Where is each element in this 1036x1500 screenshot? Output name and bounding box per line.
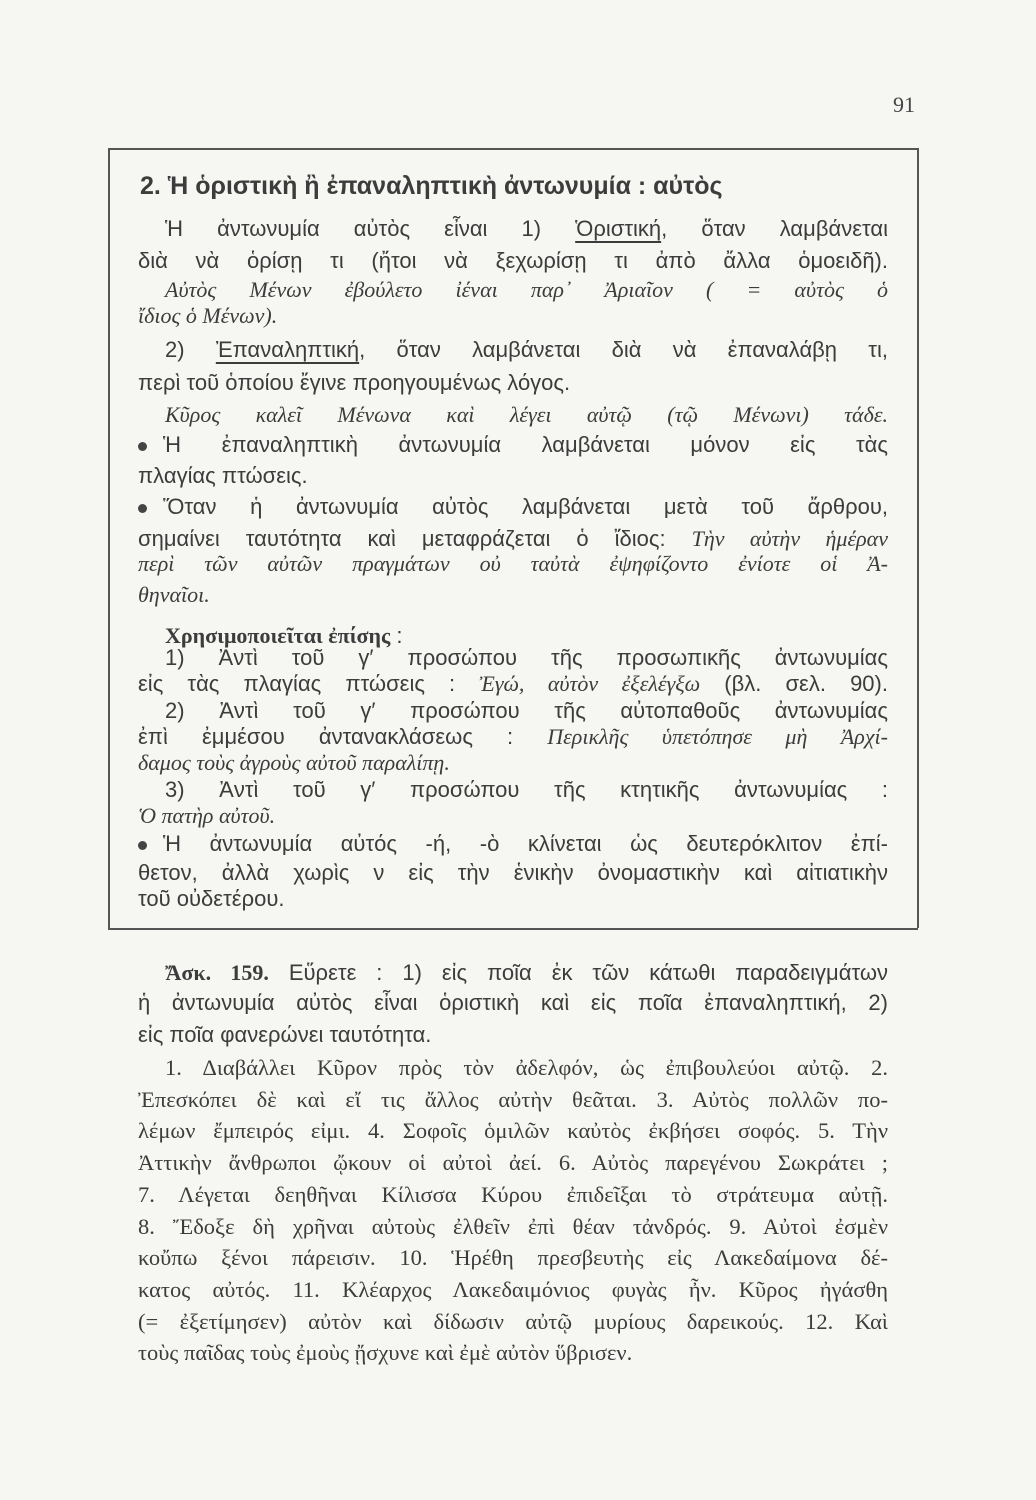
section-line xyxy=(138,370,888,400)
box-top-rule xyxy=(108,148,918,150)
example-text: Αὐτὸς Μένων ἐβούλετο ἰέναι παρ᾽ Ἀριαῖον ( = αὐτὸς ὁ xyxy=(165,277,888,302)
exercise-line xyxy=(138,1150,888,1180)
section-line xyxy=(138,582,888,612)
text-run: πλαγίας πτώσεις. xyxy=(138,463,308,488)
text-run: εἰς ποῖα φανερώνει ταυτότητα. xyxy=(138,1022,432,1047)
text-run: περὶ τοῦ ὁποίου ἔγινε προηγουμένως λόγος. xyxy=(138,370,571,395)
text-run: Ἡ ἐπαναληπτικὴ ἀντωνυμία λαμβάνεται μόνον εἰς τὰς xyxy=(163,432,888,457)
text-run: 1) Ἀντὶ τοῦ γ′ προσώπου τῆς προσωπικῆς ἀντωνυμίας xyxy=(165,645,888,670)
exercise-line xyxy=(138,1022,888,1052)
section-line xyxy=(138,551,888,581)
underlined-term: Ὁριστική xyxy=(575,216,662,241)
text-run: 7. Λέγεται δεηθῆναι Κίλισσα Κύρου ἐπιδεῖξαι τὸ στράτευμα αὐτῇ. xyxy=(138,1182,888,1207)
section-line xyxy=(138,671,888,701)
section-line xyxy=(140,172,888,202)
exercise-line xyxy=(138,1087,888,1117)
bullet-icon xyxy=(138,841,147,850)
text-run: τοῦ οὐδετέρου. xyxy=(138,886,285,911)
example-text: θηναῖοι. xyxy=(138,582,210,607)
text-run: , ὅταν λαμβάνεται διὰ νὰ ἐπαναλάβῃ τι, xyxy=(359,337,888,362)
text-run: , ὅταν λαμβάνεται xyxy=(661,216,888,241)
text-run: τοὺς παῖδας τοὺς ἐμοὺς ᾔσχυνε καὶ ἐμὲ αὐτὸν ὕβρισεν. xyxy=(138,1340,633,1365)
section-line xyxy=(138,463,888,493)
box-bottom-rule xyxy=(108,928,918,930)
text-run: 2) Ἀντὶ τοῦ γ′ προσώπου τῆς αὐτοπαθοῦς ἀντωνυμίας xyxy=(165,698,888,723)
page-number: 91 xyxy=(893,92,915,117)
example-text: Τὴν αὐτὴν ἡμέραν xyxy=(691,526,888,551)
bullet-icon xyxy=(138,442,147,451)
text-run: εἰς τὰς πλαγίας πτώσεις : xyxy=(138,671,480,696)
text-run: λέμων ἔμπειρός εἰμι. 4. Σοφοῖς ὁμιλῶν καὐτὸς ἐκβήσει σοφός. 5. Τὴν xyxy=(138,1118,888,1143)
example-text: Ἐγώ, αὐτὸν ἐξελέγξω xyxy=(479,671,701,696)
exercise-line xyxy=(138,990,888,1020)
exercise-line xyxy=(138,1309,888,1339)
section-line xyxy=(138,494,888,524)
bold-label: Ἄσκ. 159. xyxy=(165,960,269,985)
text-run: 2) xyxy=(165,337,216,362)
example-text: περὶ τῶν αὐτῶν πραγμάτων οὐ ταὐτὰ ἐψηφίζοντο ἐνίοτε οἱ Ἀ- xyxy=(138,551,888,576)
text-run: : xyxy=(390,623,403,648)
section-line xyxy=(138,248,888,278)
text-run: σημαίνει ταυτότητα καὶ μεταφράζεται ὁ ἴδιος: xyxy=(138,526,692,551)
example-text: ἴδιος ὁ Μένων). xyxy=(138,303,278,328)
text-run: 8. Ἔδοξε δὴ χρῆναι αὐτοὺς ἐλθεῖν ἐπὶ θέαν τἀνδρός. 9. Αὐτοὶ ἐσμὲν xyxy=(138,1214,888,1239)
example-text: Περικλῆς ὑπετόπησε μὴ Ἀρχί- xyxy=(547,724,888,749)
text-run: Ἡ ἀντωνυμία αὐτὸς εἶναι 1) xyxy=(165,216,576,241)
text-run: ἡ ἀντωνυμία αὐτὸς εἶναι ὁριστικὴ καὶ εἰς ποῖα ἐπαναληπτική, 2) xyxy=(138,990,888,1015)
exercise-line xyxy=(138,1118,888,1148)
exercise-line xyxy=(165,1055,888,1085)
section-line xyxy=(138,750,888,780)
exercise-line xyxy=(138,1214,888,1244)
bold-label: Χρησιμοποιεῖται ἐπίσης xyxy=(165,623,391,648)
text-run: Ἐπεσκόπει δὲ καὶ εἴ τις ἄλλος αὐτὴν θεᾶται. 3. Αὐτὸς πολλῶν πο- xyxy=(138,1087,888,1112)
exercise-line xyxy=(138,1277,888,1307)
text-run: Ἀττικὴν ἄνθρωποι ᾤκουν οἱ αὐτοὶ ἀεί. 6. Αὐτὸς παρεγένου Σωκράτει ; xyxy=(138,1150,888,1175)
text-run: 3) Ἀντὶ τοῦ γ′ προσώπου τῆς κτητικῆς ἀντωνυμίας : xyxy=(165,777,888,802)
box-right-rule xyxy=(917,148,919,928)
text-run: κοὔπω ξένοι πάρεισιν. 10. Ἡρέθη πρεσβευτὴς εἰς Λακεδαίμονα δέ- xyxy=(138,1245,888,1270)
text-run: 2. Ἡ ὁριστικὴ ἢ ἐπαναληπτικὴ ἀντωνυμία : αὐτὸς xyxy=(140,172,723,200)
text-run: κατος αὐτός. 11. Κλέαρχος Λακεδαιμόνιος φυγὰς ἦν. Κῦρος ἠγάσθη xyxy=(138,1277,888,1302)
section-line xyxy=(138,886,888,916)
exercise-line xyxy=(138,1245,888,1275)
exercise-line xyxy=(138,1340,888,1370)
example-text: δαμος τοὺς ἀγροὺς αὐτοῦ παραλίπῃ. xyxy=(138,750,450,775)
underlined-term: Ἐπαναληπτική xyxy=(215,337,360,362)
section-line xyxy=(138,432,888,462)
text-run: ἐπὶ ἐμμέσου ἀντανακλάσεως : xyxy=(138,724,548,749)
text-run: θετον, ἀλλὰ χωρὶς ν εἰς τὴν ἑνικὴν ὀνομαστικὴν καὶ αἰτιατικὴν xyxy=(138,860,888,885)
box-left-rule xyxy=(108,148,110,928)
section-line xyxy=(165,337,888,367)
section-line xyxy=(165,216,888,246)
example-text: Κῦρος καλεῖ Μένωνα καὶ λέγει αὐτῷ (τῷ Μένωνι) τάδε. xyxy=(165,402,888,427)
section-line xyxy=(138,303,888,333)
example-text: Ὁ πατὴρ αὐτοῦ. xyxy=(138,803,276,828)
text-run: Ἡ ἀντωνυμία αὐτός -ή, -ὸ κλίνεται ὡς δευτερόκλιτον ἐπί- xyxy=(163,831,888,856)
section-line xyxy=(165,402,888,432)
text-run: Ὅταν ἡ ἀντωνυμία αὐτὸς λαμβάνεται μετὰ τοῦ ἄρθρου, xyxy=(163,494,888,519)
section-line xyxy=(138,803,888,833)
section-line xyxy=(138,831,888,861)
text-run: 1. Διαβάλλει Κῦρον πρὸς τὸν ἀδελφόν, ὡς ἐπιβουλεύοι αὐτῷ. 2. xyxy=(165,1055,888,1080)
text-run: Εὕρετε : 1) εἰς ποῖα ἐκ τῶν κάτωθι παραδειγμάτων xyxy=(268,960,888,985)
text-run: (= ἐξετίμησεν) αὐτὸν καὶ δίδωσιν αὐτῷ μυρίους δαρεικούς. 12. Καὶ xyxy=(138,1309,888,1334)
exercise-line xyxy=(138,1182,888,1212)
text-run: διὰ νὰ ὁρίσῃ τι (ἤτοι νὰ ξεχωρίσῃ τι ἀπὸ ἄλλα ὁμοειδῆ). xyxy=(138,248,888,273)
text-run: (βλ. σελ. 90). xyxy=(700,671,888,696)
exercise-line xyxy=(165,960,888,990)
bullet-icon xyxy=(138,504,147,513)
